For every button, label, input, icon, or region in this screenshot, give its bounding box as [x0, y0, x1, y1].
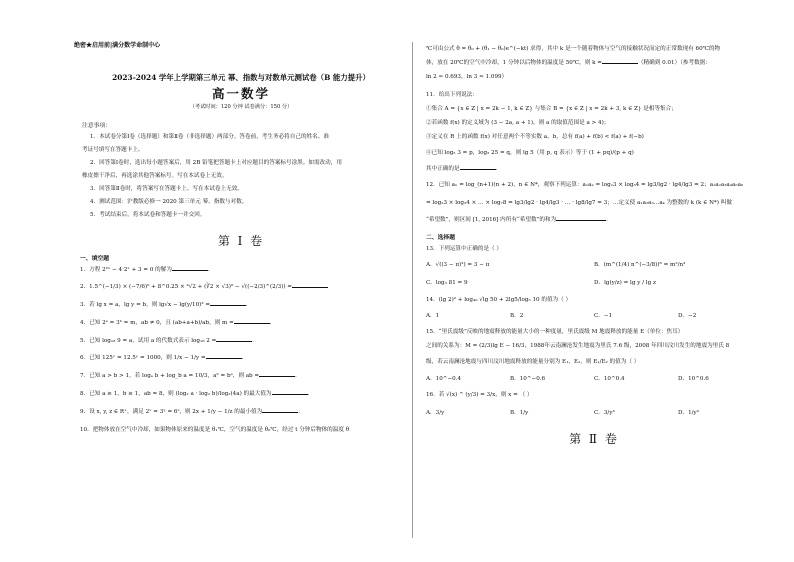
answer-blank	[262, 407, 298, 413]
answer-blank	[216, 336, 252, 342]
option-c: C．−1	[594, 313, 613, 319]
answer-blank	[292, 282, 328, 288]
option-d: D．1/y³	[678, 410, 699, 416]
secret-label: 绝密★启用前|满分数学命制中心	[74, 42, 161, 49]
answer-blank	[272, 389, 308, 395]
question-11-item: ①集合 A = {x ∈ Z | x = 2k − 1, k ∈ Z} 与集合 B = {x ∈ Z | x = 2k + 3, k ∈ Z} 是相等集合；	[426, 106, 677, 112]
note-item: 5．考试结束后，将本试卷和答题卡一并交回。	[90, 212, 206, 218]
note-item: 橡皮擦干净后，再选涂其他答案标号。写在本试卷上无效。	[82, 173, 228, 179]
note-item: 考证号填写在答题卡上。	[82, 147, 144, 153]
option-b: B．(m^(1/4) n^(−3/8))⁸ = m²/n³	[594, 262, 686, 268]
option-b: B．2	[510, 313, 524, 319]
column-divider	[412, 42, 413, 538]
question-10: 10．把物体放在空气中冷却，如果物体原来的温度是 θ₁℃，空气的温度是 θ₀℃，经过 t 分钟后物体的温度 θ	[80, 427, 350, 433]
option-c: C．3/y³	[594, 410, 615, 416]
subject-title: 高一数学	[211, 86, 270, 101]
question-9: 9．设 x, y, z ∈ R⁺，满足 2ˣ = 3ʸ = 6ᶻ，则 2x + 1/y − 1/z 的最小值为 ．	[80, 409, 304, 415]
section-choice: 二、选择题	[426, 235, 455, 241]
question-15: 15．“里氏震级”反映的地震释放的能量大小的一种度量，里氏震级 M 地震释放的能量 E（单位：焦耳）	[426, 329, 684, 335]
note-item: 3．回答第Ⅱ卷时，将答案写在答题卡上。写在本试卷上无效。	[90, 186, 243, 192]
exam-title: 2023-2024 学年上学期第三单元 幂、指数与对数单元测试卷（B 能力提升）	[112, 73, 370, 82]
note-item: 2．回答第Ⅰ卷时，选出每小题答案后，用 2B 铅笔把答题卡上对应题目的答案标号涂黑。如需改动，用	[90, 160, 342, 166]
answer-blank	[460, 164, 496, 170]
question-1: 1．方程 2²ˣ − 4·2ˣ + 3 = 0 的解为 ．	[80, 267, 214, 273]
question-13: 13．下列运算中正确的是（ ）	[426, 246, 503, 252]
option-d: D．−2	[678, 313, 697, 319]
note-item: 4．测试范围：沪教版必修一 2020 第三单元 幂、指数与对数。	[90, 199, 248, 205]
option-a: A．3/y	[426, 410, 445, 416]
question-10-cont: ln 2 ≈ 0.693，ln 3 ≈ 1.099）	[426, 74, 508, 80]
question-2: 2．1.5^(−1/3) × (−7/6)⁰ + 8^0.25 × ⁴√2 + (∛2 × √3)⁶ − √((−2/3)^(2/3)) =	[80, 282, 328, 290]
answer-blank	[259, 371, 295, 377]
question-12: 12．已知 aₙ = log_(n+1)(n + 2)，n ∈ N*，观察下列运算：a₁a₂ = log₂3 × log₃4 = lg3/lg2 · lg4/lg3 = 2；a₁a₂a₃a₄a₅a₆	[426, 182, 744, 188]
option-a: A．10^−0.4	[426, 376, 462, 382]
question-12-cont: = log₂3 × log₃4 × … × log₇8 = lg3/lg2 · lg4/lg3 · … · lg8/lg7 = 3；…定义使 a₁a₂a₃…aₖ 为整数的 k (k ∈ N*) 叫做	[426, 200, 732, 206]
question-10-cont: 体，放在 20℃的空气中冷却，1 分钟以后物体的温度是 50℃，则 k = （精确到 0.01）（参考数据：	[426, 60, 711, 66]
question-7: 7．已知 a > b > 1，若 logₐ b + log_b a = 10/3，aᵇ = bᵃ，则 ab = ．	[80, 373, 301, 379]
question-3: 3．若 lg x = a，lg y = b，则 lg√x − lg(y/10)³ = ．	[80, 302, 252, 308]
option-b: B．1/y	[510, 410, 529, 416]
answer-blank	[602, 58, 638, 64]
question-6: 6．已知 125ˣ = 12.5ʸ = 1000，则 1/x − 1/y = ．	[80, 355, 248, 361]
notes-heading: 注意事项：	[82, 123, 111, 129]
question-10-cont: ℃可由公式 θ = θ₀ + (θ₁ − θ₀)e^(−kt) 求得，其中 k 是一个随着物体与空气的接触状况而定的正常数现有 60℃的物	[426, 46, 721, 52]
question-15-cont: 级，若云南澜沧地震与四川汶川地震释放的能量分别为 E₁，E₂，则 E₁/E₂ 的值为（ ）	[426, 359, 640, 365]
option-a: A．√((3 − π)²) = 3 − π	[426, 262, 490, 268]
volume-one-title: 第 Ⅰ 卷	[217, 234, 265, 248]
option-c: C．log₃ 81 = 9	[426, 280, 468, 286]
exam-info: （考试时间：120 分钟 试卷满分：150 分）	[189, 104, 293, 110]
option-d: D．lg(y/z) = lg y / lg z	[594, 280, 656, 286]
question-12-cont: “希望数”，则区间 [1, 2016] 内所有“希望数”的和为 ．	[426, 217, 612, 223]
answer-blank	[172, 265, 208, 271]
answer-blank	[234, 318, 270, 324]
section-fill-blank: 一、填空题	[80, 256, 109, 262]
volume-two-title: 第 Ⅱ 卷	[569, 432, 619, 446]
question-11-item: ③定义在 R 上的函数 f(x) 对任意两个不等实数 a、b，总有 f(a) + f(b) < f(a) + f(−b)	[426, 134, 644, 140]
question-14: 14．(lg 2)² + log₄₀ √lg 50 + 2lg5/log₅ 10 的值为（ ）	[426, 297, 572, 303]
question-16: 16．若 √(x) ^ (y/3) = 3/x，则 x = （ ）	[426, 392, 533, 398]
note-item: 1．本试卷分第Ⅰ卷（选择题）和第Ⅱ卷（非选择题）两部分。答卷前，考生务必将自己的姓名、准	[90, 134, 329, 140]
question-11-item: ②若函数 f(x) 的定义域为 (3 − 2a, a + 1)，则 a 的取值范围是 a > 4)；	[426, 120, 610, 126]
question-11: 11．给出下列说法：	[426, 92, 478, 98]
question-5: 5．已知 log₁₈ 9 = a，试用 a 的代数式表示 log₁₈ 2 = ．	[80, 338, 258, 344]
question-4: 4．已知 2ᵃ = 3ᵇ = m，ab ≠ 0，且 (ab+a+b)/ab，则 m = ．	[80, 320, 276, 326]
option-b: B．10^−0.6	[510, 376, 546, 382]
option-c: C．10^0.4	[594, 376, 625, 382]
answer-blank	[206, 353, 242, 359]
question-15-cont: 之间的关系为：M = (2/3)lg E − 16/3，1988年云南澜沧发生地震为里氏 7.6 级，2008 年四川汶川发生的地震为里氏 8	[426, 343, 730, 349]
question-11-item: ④已知 log₃ 3 = p，log₃ 25 = q，则 lg 5（用 p, q 表示）等于 (1 + pq)/(p + q)	[426, 150, 634, 156]
answer-blank	[556, 215, 606, 221]
answer-blank	[210, 300, 246, 306]
option-a: A．1	[426, 313, 440, 319]
question-11-answer: 其中正确的是 ．	[426, 166, 502, 172]
option-d: D．10^0.6	[678, 376, 709, 382]
question-8: 8．已知 a ≥ 1，b ≥ 1，ab = 8，则 (log₂ a · log₂ b)/log₂(4a) 的最大值为 ．	[80, 391, 314, 397]
